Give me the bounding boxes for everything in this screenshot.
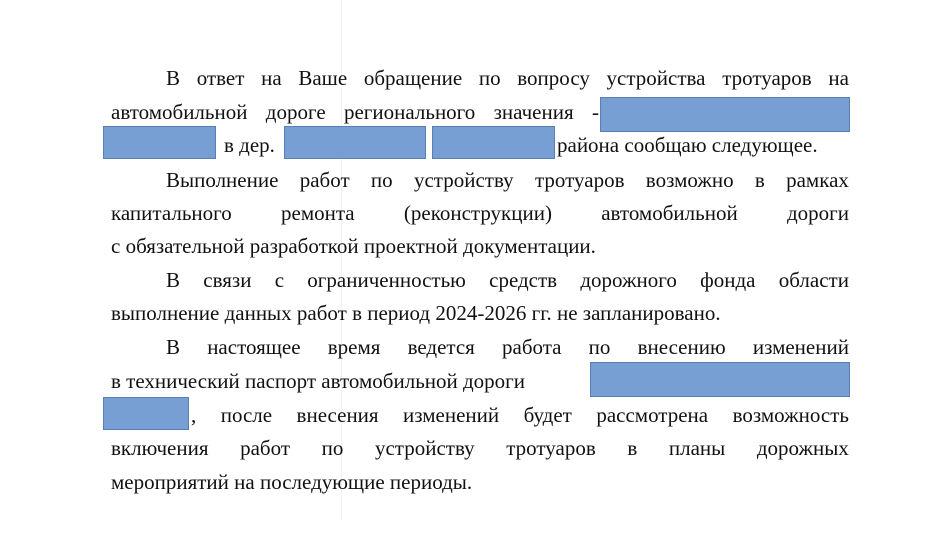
word: рамках [786, 168, 849, 192]
word: по [370, 168, 393, 192]
word: капитального [111, 201, 232, 225]
word: будет [523, 403, 572, 427]
word: работа [502, 335, 562, 359]
text-line [111, 95, 599, 129]
word: включения [111, 436, 209, 460]
word: ведется [407, 335, 475, 359]
text-line [191, 398, 849, 432]
word: изменений [752, 335, 849, 359]
word: после [220, 403, 273, 427]
word: изменений [403, 403, 500, 427]
redaction-box [103, 126, 216, 159]
word: устройству [374, 436, 475, 460]
text-line: выполнение данных работ в период 2024-2026 гг. не запланировано. [111, 301, 721, 325]
word: средств [489, 268, 558, 292]
word: ремонта [281, 201, 355, 225]
text-line: в технический паспорт автомобильной дороги [111, 369, 526, 393]
word: автомобильной [111, 100, 248, 124]
word: в [627, 436, 638, 460]
word: дорожного [580, 268, 677, 292]
word: устройства [606, 66, 706, 90]
word: рассмотрена [596, 403, 709, 427]
text-line: с обязательной разработкой проектной документации. [111, 234, 596, 258]
word: Выполнение [166, 168, 279, 192]
word: работ [240, 436, 291, 460]
word: связи [203, 268, 252, 292]
text-line: в дер. [224, 133, 275, 157]
word: дорожных [756, 436, 849, 460]
word: , [191, 403, 197, 427]
word: значения [493, 100, 574, 124]
word: автомобильной [601, 201, 738, 225]
word: возможность [732, 403, 849, 427]
word: ограниченностью [307, 268, 466, 292]
word: внесению [637, 335, 726, 359]
text-line [111, 196, 849, 230]
word: возможно [645, 168, 734, 192]
word: на [828, 66, 849, 90]
redaction-box [103, 397, 189, 430]
word: настоящее [207, 335, 301, 359]
text-line: мероприятий на последующие периоды. [111, 470, 473, 494]
word: с [274, 268, 285, 292]
word: обращение [363, 66, 463, 90]
word: планы [668, 436, 726, 460]
text-line [166, 61, 849, 95]
word: В [166, 268, 181, 292]
word: время [327, 335, 381, 359]
word: работ [299, 168, 350, 192]
redaction-box [590, 362, 850, 397]
redaction-box [600, 97, 850, 132]
word: фонда [700, 268, 756, 292]
word: по [478, 66, 501, 90]
word: по [588, 335, 611, 359]
text-line [166, 163, 849, 197]
redaction-box [284, 126, 426, 159]
word: - [591, 100, 599, 124]
word: тротуаров [506, 436, 596, 460]
word: дороги [786, 201, 849, 225]
text-line [166, 263, 849, 297]
word: Ваше [298, 66, 348, 90]
word: внесения [296, 403, 379, 427]
word: вопросу [517, 66, 590, 90]
word: по [321, 436, 344, 460]
text-line [166, 330, 849, 364]
word: регионального [343, 100, 476, 124]
word: В [166, 335, 181, 359]
word: области [778, 268, 849, 292]
word: в [754, 168, 765, 192]
word: ответ [196, 66, 245, 90]
text-line: района сообщаю следующее. [557, 133, 818, 157]
word: тротуаров [534, 168, 625, 192]
redaction-box [432, 126, 555, 159]
word: тротуаров [722, 66, 812, 90]
word: на [261, 66, 282, 90]
word: В [166, 66, 181, 90]
word: (реконструкции) [403, 201, 552, 225]
word: дороге [265, 100, 326, 124]
text-line [111, 431, 849, 465]
word: устройству [413, 168, 514, 192]
